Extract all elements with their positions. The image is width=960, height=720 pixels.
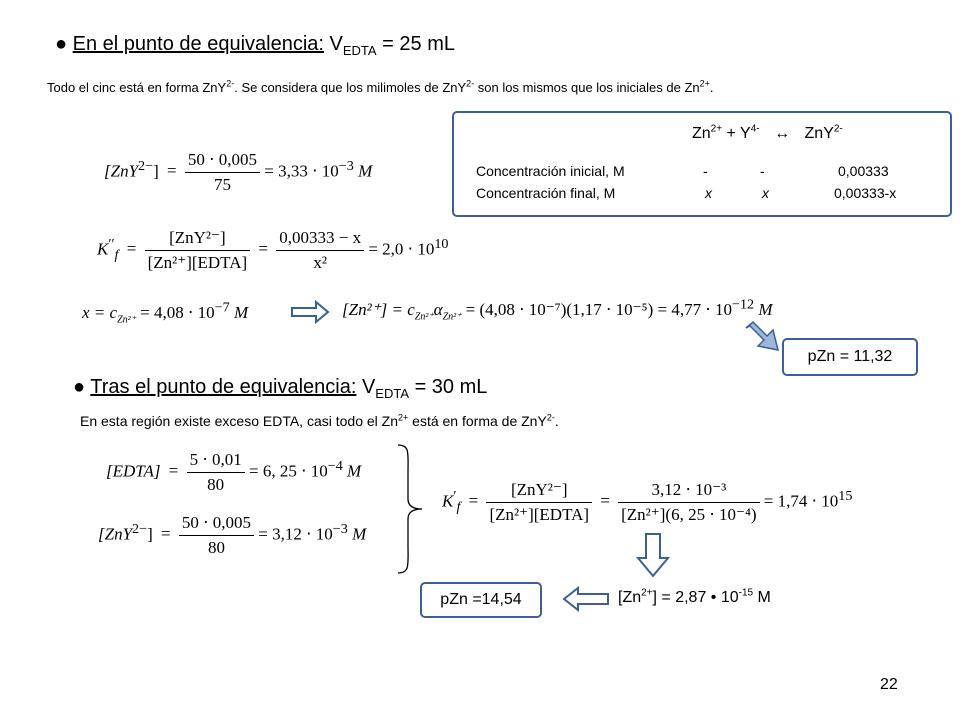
eq-fraction-1 <box>486 480 592 525</box>
conc-unit: M <box>753 589 771 606</box>
fraction-denominator: x² <box>313 253 327 272</box>
eq-fraction-1 <box>145 228 251 273</box>
row-label: Concentración inicial, M <box>476 163 625 179</box>
eq-fraction <box>187 450 245 495</box>
eq-fraction-2 <box>618 480 759 525</box>
note-text: . <box>709 80 714 95</box>
curly-brace-icon <box>396 443 426 575</box>
charge-superscript: 2+ <box>710 123 723 135</box>
eq-lhs: x = c <box>82 303 118 322</box>
eq-sup: 2− <box>138 157 154 174</box>
volume-value: = 30 mL <box>409 376 488 398</box>
conc-text: ] = 2,87 • 10 <box>652 589 739 606</box>
product-zny: ZnY <box>804 125 834 142</box>
eq-exponent: −3 <box>338 157 354 174</box>
charge-superscript: 2+ <box>699 78 710 89</box>
table-row-final <box>476 185 946 205</box>
eq-result: = 3,12 ⋅ 10 <box>258 524 333 544</box>
fraction-denominator: [Zn²⁺][EDTA] <box>147 253 248 272</box>
fraction-denominator: [Zn²⁺](6, 25 ⋅ 10⁻⁴) <box>621 505 757 524</box>
eq-fraction-2 <box>276 228 364 273</box>
fraction-denominator: [Zn²⁺][EDTA] <box>489 505 590 524</box>
reaction-table-box <box>452 111 952 217</box>
fraction-numerator: 5 ⋅ 0,01 <box>187 450 245 473</box>
eq-sup: 2− <box>132 520 148 537</box>
charge-superscript: 2- <box>466 78 475 89</box>
charge-superscript: 2+ <box>398 412 409 423</box>
pzn-result-box-1 <box>782 338 918 376</box>
zn-free-concentration <box>618 589 771 607</box>
eq-lhs-close: ] <box>147 524 153 544</box>
pzn-result-label: pZn =14,54 <box>440 591 522 608</box>
page-number: 22 <box>880 676 898 693</box>
note-text: Todo el cinc está en forma ZnY <box>47 80 227 95</box>
eq-exponent: −3 <box>332 520 348 537</box>
equilibrium-arrow: ↔ <box>774 125 791 142</box>
eq-equals: = <box>167 161 177 181</box>
section-title: Tras el punto de equivalencia: <box>90 376 357 398</box>
eq-fraction <box>179 513 254 558</box>
eq-k-prime: ′′ <box>108 235 115 252</box>
reaction-equation <box>692 125 843 143</box>
note-text: son los mismos que los iniciales de Zn <box>474 80 700 95</box>
section-heading-1 <box>55 33 455 56</box>
volume-symbol: V <box>361 376 376 398</box>
conc-text: [Zn <box>618 589 642 606</box>
volume-symbol: V <box>329 33 343 55</box>
fraction-denominator: 80 <box>207 538 225 557</box>
fraction-denominator: 80 <box>207 475 225 494</box>
right-arrow-icon <box>290 300 330 324</box>
eq-lhs: [Zn²⁺] = c <box>342 300 415 319</box>
fraction-numerator: [ZnY²⁻] <box>145 228 251 251</box>
eq-k-sub: f <box>114 246 119 263</box>
down-arrow-icon <box>636 532 670 578</box>
eq-lhs: [ZnY <box>104 161 139 181</box>
eq-k-sub: f <box>456 498 461 515</box>
eq-unit: M <box>233 303 249 322</box>
note-text: En esta región existe exceso EDTA, casi todo el Zn <box>80 413 399 429</box>
volume-subscript: EDTA <box>375 386 410 401</box>
charge-superscript: 2+ <box>641 587 653 599</box>
note-text: está en forma de ZnY <box>408 413 547 429</box>
bullet: ● <box>73 376 86 398</box>
volume-subscript: EDTA <box>342 43 377 58</box>
table-row-initial <box>476 163 946 183</box>
bullet: ● <box>55 33 68 55</box>
eq-result: = 3,33 ⋅ 10 <box>264 161 339 181</box>
eq-exponent: −4 <box>327 457 343 474</box>
cell-zn: - <box>703 163 708 179</box>
explanation-note-2 <box>80 413 559 429</box>
eq-k: K <box>97 239 109 259</box>
left-arrow-icon <box>562 586 610 612</box>
pzn-result-label: pZn = 11,32 <box>807 348 893 365</box>
equation-kf-double-prime: $K''_f$ = $\frac{\text{[ZnY²⁻]}}{\text{[Zn²⁺][EDTA]}}$ = $\frac{0,00333 - x}{\text{x²}}$ = $2,0 \cdot 10^{10}$ <box>97 228 449 272</box>
reactant-zn: Zn <box>692 125 711 142</box>
fraction-numerator: 3,12 ⋅ 10⁻³ <box>618 480 759 503</box>
diagonal-arrow-icon <box>742 320 782 354</box>
eq-lhs-close: ] <box>153 161 159 181</box>
eq-sub: Zn²⁺ <box>117 314 136 326</box>
eq-k-prime: ′ <box>453 487 457 504</box>
eq-alpha: α <box>433 300 443 319</box>
eq-lhs: [EDTA] <box>106 461 161 481</box>
eq-result: = 6, 25 ⋅ 10 <box>248 461 328 481</box>
eq-exponent: 15 <box>838 487 853 504</box>
equation-kf-prime: $K'_f$ = $\frac{\text{[ZnY²⁻]}}{\text{[Zn²⁺][EDTA]}}$ = $\frac{\text{3,12 ⋅ 10⁻³}}{\text{[Zn²⁺](6, 25 ⋅ 10⁻⁴)}}$ = $1,74 \cdot 10^{15}$ <box>442 480 853 524</box>
equation-x-value <box>82 299 249 326</box>
eq-result: = 4,08 ⋅ 10 <box>140 303 215 322</box>
eq-result: = 1,74 ⋅ 10 <box>763 491 839 511</box>
reactant-y: + Y <box>722 125 751 142</box>
eq-unit: M <box>352 524 367 544</box>
fraction-denominator: 75 <box>213 175 231 194</box>
cell-y: x <box>762 185 769 201</box>
eq-k: K <box>442 491 454 511</box>
fraction-numerator: [ZnY²⁻] <box>486 480 592 503</box>
cell-zny: 0,00333 <box>838 163 889 179</box>
section-title: En el punto de equivalencia: <box>72 33 324 55</box>
pzn-result-box-2 <box>420 582 542 618</box>
volume-value: = 25 mL <box>376 33 455 55</box>
charge-superscript: 2- <box>833 123 843 135</box>
fraction-numerator: 50 ⋅ 0,005 <box>185 150 260 173</box>
eq-result: = (4,08 ⋅ 10⁻⁷)(1,17 ⋅ 10⁻⁵) = 4,77 ⋅ 10 <box>465 300 732 319</box>
equation-zny-concentration-2: [ZnY$^{2-}$] = $\frac{50 \cdot 0,005}{80}$ = $3,12 \cdot 10^{-3}$ M <box>98 513 367 557</box>
note-text: . <box>554 413 559 429</box>
fraction-numerator: 0,00333 − x <box>276 228 364 251</box>
row-label: Concentración final, M <box>476 185 616 201</box>
note-text: . Se considera que los milimoles de ZnY <box>234 80 467 95</box>
eq-sub: Zn²⁺ <box>414 311 434 323</box>
explanation-note-1 <box>47 80 714 95</box>
eq-exponent: −12 <box>732 296 755 313</box>
exponent-superscript: -15 <box>738 587 754 599</box>
eq-exponent: −7 <box>214 299 230 316</box>
equation-zn-free <box>342 296 773 323</box>
fraction-numerator: 50 ⋅ 0,005 <box>179 513 254 536</box>
charge-superscript: 4- <box>750 123 760 135</box>
eq-unit: M <box>358 161 373 181</box>
cell-zn: x <box>705 185 712 201</box>
section-heading-2 <box>73 376 487 399</box>
charge-superscript: 2- <box>226 78 235 89</box>
eq-exponent: 10 <box>434 235 449 252</box>
equation-edta-concentration: [EDTA] = $\frac{5 \cdot 0,01}{80}$ = 6, $25 \cdot 10^{-4}$ M <box>106 450 362 494</box>
charge-superscript: 2- <box>546 412 555 423</box>
eq-result: = 2,0 ⋅ 10 <box>368 239 435 259</box>
eq-lhs: [ZnY <box>98 524 133 544</box>
eq-sub: Zn²⁺ <box>442 311 462 323</box>
cell-y: - <box>760 163 765 179</box>
eq-unit: M <box>758 300 773 319</box>
equation-zny-concentration-1 <box>104 150 372 195</box>
eq-unit: M <box>347 461 362 481</box>
eq-fraction <box>185 150 260 195</box>
cell-zny: 0,00333-x <box>834 185 897 201</box>
